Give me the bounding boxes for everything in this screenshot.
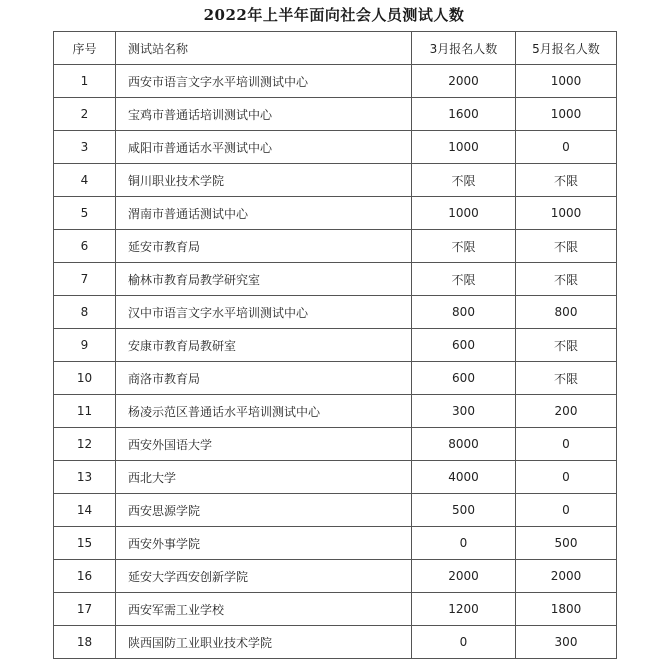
cell-station: 安康市教育局教研室 <box>116 329 412 362</box>
header-march: 3月报名人数 <box>412 32 516 65</box>
cell-seq: 9 <box>54 329 116 362</box>
cell-seq: 14 <box>54 494 116 527</box>
cell-march: 600 <box>412 362 516 395</box>
cell-station: 延安大学西安创新学院 <box>116 560 412 593</box>
table-row <box>54 461 617 494</box>
cell-seq: 17 <box>54 593 116 626</box>
table-row <box>54 296 617 329</box>
cell-seq: 3 <box>54 131 116 164</box>
cell-may: 1000 <box>516 98 617 131</box>
cell-may: 800 <box>516 296 617 329</box>
table-row <box>54 362 617 395</box>
cell-station: 西北大学 <box>116 461 412 494</box>
cell-march: 600 <box>412 329 516 362</box>
table-row <box>54 65 617 98</box>
cell-seq: 11 <box>54 395 116 428</box>
cell-may: 不限 <box>516 164 617 197</box>
table-row <box>54 329 617 362</box>
cell-may: 500 <box>516 527 617 560</box>
cell-seq: 13 <box>54 461 116 494</box>
cell-station: 铜川职业技术学院 <box>116 164 412 197</box>
cell-station: 西安思源学院 <box>116 494 412 527</box>
cell-march: 800 <box>412 296 516 329</box>
cell-station: 西安外事学院 <box>116 527 412 560</box>
cell-may: 200 <box>516 395 617 428</box>
cell-may: 不限 <box>516 230 617 263</box>
cell-march: 2000 <box>412 560 516 593</box>
cell-seq: 15 <box>54 527 116 560</box>
cell-may: 0 <box>516 461 617 494</box>
cell-may: 不限 <box>516 263 617 296</box>
table-row <box>54 131 617 164</box>
cell-may: 不限 <box>516 362 617 395</box>
cell-station: 陕西国防工业职业技术学院 <box>116 626 412 659</box>
cell-may: 0 <box>516 494 617 527</box>
cell-march: 500 <box>412 494 516 527</box>
registration-table <box>53 31 617 659</box>
header-may: 5月报名人数 <box>516 32 617 65</box>
cell-seq: 5 <box>54 197 116 230</box>
cell-seq: 4 <box>54 164 116 197</box>
cell-station: 延安市教育局 <box>116 230 412 263</box>
cell-march: 1000 <box>412 197 516 230</box>
cell-station: 西安军需工业学校 <box>116 593 412 626</box>
table-row <box>54 560 617 593</box>
cell-march: 1000 <box>412 131 516 164</box>
table-row <box>54 428 617 461</box>
page-title: 2022年上半年面向社会人员测试人数 <box>203 6 465 24</box>
cell-march: 300 <box>412 395 516 428</box>
cell-may: 2000 <box>516 560 617 593</box>
table-row <box>54 626 617 659</box>
cell-station: 西安外国语大学 <box>116 428 412 461</box>
cell-station: 榆林市教育局教学研究室 <box>116 263 412 296</box>
cell-seq: 8 <box>54 296 116 329</box>
cell-may: 0 <box>516 131 617 164</box>
cell-march: 0 <box>412 626 516 659</box>
cell-march: 1600 <box>412 98 516 131</box>
cell-march: 不限 <box>412 164 516 197</box>
cell-station: 渭南市普通话测试中心 <box>116 197 412 230</box>
cell-may: 1000 <box>516 197 617 230</box>
cell-may: 1000 <box>516 65 617 98</box>
cell-station: 商洛市教育局 <box>116 362 412 395</box>
cell-seq: 6 <box>54 230 116 263</box>
cell-station: 杨凌示范区普通话水平培训测试中心 <box>116 395 412 428</box>
cell-march: 0 <box>412 527 516 560</box>
cell-seq: 18 <box>54 626 116 659</box>
cell-may: 不限 <box>516 329 617 362</box>
cell-may: 0 <box>516 428 617 461</box>
cell-station: 宝鸡市普通话培训测试中心 <box>116 98 412 131</box>
cell-station: 汉中市语言文字水平培训测试中心 <box>116 296 412 329</box>
table-row <box>54 593 617 626</box>
cell-march: 不限 <box>412 230 516 263</box>
header-seq: 序号 <box>54 32 116 65</box>
cell-march: 2000 <box>412 65 516 98</box>
cell-seq: 16 <box>54 560 116 593</box>
cell-may: 300 <box>516 626 617 659</box>
table-row <box>54 230 617 263</box>
cell-seq: 12 <box>54 428 116 461</box>
table-row <box>54 164 617 197</box>
table-row <box>54 263 617 296</box>
header-station: 测试站名称 <box>116 32 412 65</box>
cell-march: 不限 <box>412 263 516 296</box>
cell-may: 1800 <box>516 593 617 626</box>
cell-march: 4000 <box>412 461 516 494</box>
cell-march: 1200 <box>412 593 516 626</box>
cell-station: 西安市语言文字水平培训测试中心 <box>116 65 412 98</box>
table-row <box>54 98 617 131</box>
table-header-row <box>54 32 617 65</box>
cell-seq: 7 <box>54 263 116 296</box>
cell-station: 咸阳市普通话水平测试中心 <box>116 131 412 164</box>
cell-seq: 1 <box>54 65 116 98</box>
cell-seq: 2 <box>54 98 116 131</box>
cell-seq: 10 <box>54 362 116 395</box>
table-row <box>54 527 617 560</box>
table-row <box>54 395 617 428</box>
table-row <box>54 494 617 527</box>
table-row <box>54 197 617 230</box>
cell-march: 8000 <box>412 428 516 461</box>
